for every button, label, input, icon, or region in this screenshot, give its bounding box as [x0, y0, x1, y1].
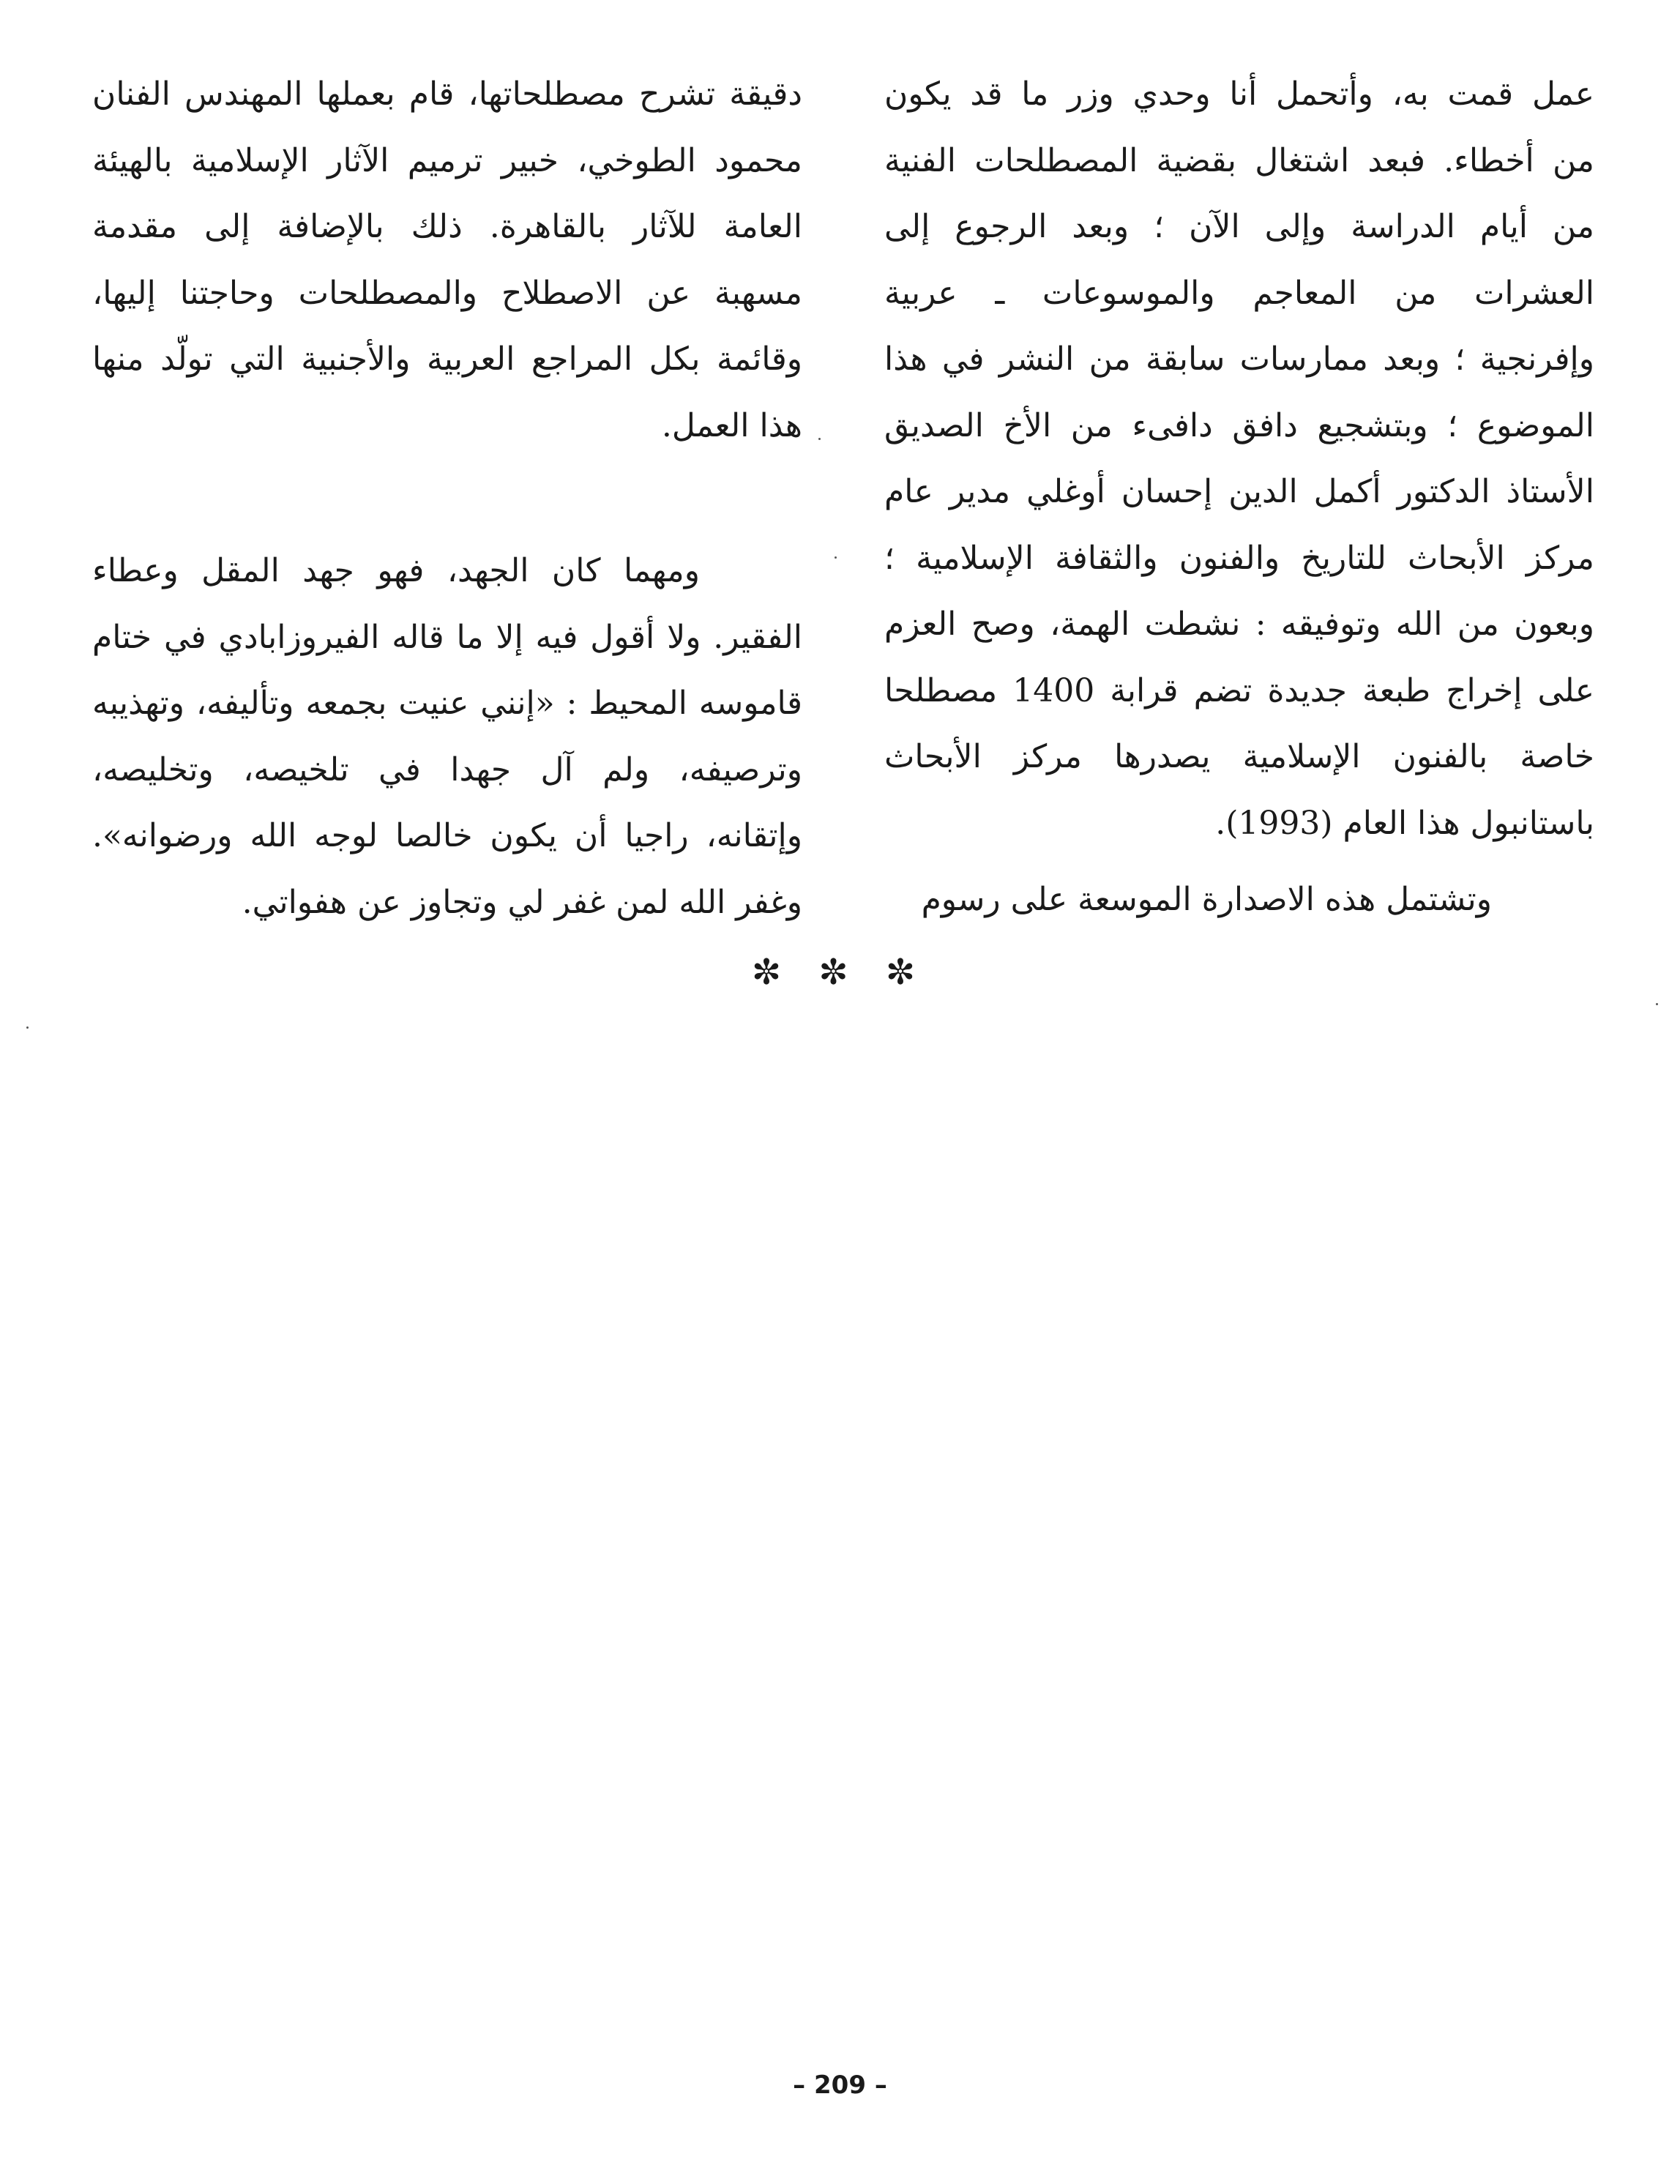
text-line: الموضوع ؛ وبتشجيع دافق دافىء من الأخ الصديق	[884, 406, 1594, 444]
page-number: – 209 –	[793, 2071, 887, 2100]
text-line: ومهما كان الجهد، فهو جهد المقل وعطاء	[92, 552, 700, 589]
scan-speck	[835, 556, 837, 559]
text-line: وترصيفه، ولم آل جهدا في تلخيصه، وتخليصه،	[92, 750, 802, 789]
text-line: باستانبول هذا العام (1993).	[1215, 804, 1594, 842]
left-text-column	[92, 62, 802, 936]
scan-speck	[26, 1026, 29, 1029]
paragraph	[92, 538, 802, 936]
text-line: دقيقة تشرح مصطلحاتها، قام بعملها المهندس الفنان	[92, 75, 802, 113]
text-line: مركز الأبحاث للتاريخ والفنون والثقافة الإسلامية ؛	[884, 539, 1594, 577]
text-line: وإفرنجية ؛ وبعد ممارسات سابقة من النشر في هذا	[884, 340, 1594, 378]
section-separator: ✼ ✼ ✼	[751, 952, 929, 993]
paragraph	[884, 867, 1594, 933]
paragraph-gap	[92, 459, 802, 538]
text-line: وقائمة بكل المراجع العربية والأجنبية التي تولّد منها	[92, 340, 802, 378]
paragraph	[884, 62, 1594, 857]
text-line: على إخراج طبعة جديدة تضم قرابة 1400 مصطلحا	[884, 671, 1594, 709]
text-line: العامة للآثار بالقاهرة. ذلك بالإضافة إلى مقدمة	[92, 208, 802, 245]
text-line: هذا العمل.	[661, 406, 802, 444]
text-line: خاصة بالفنون الإسلامية يصدرها مركز الأبحاث	[884, 738, 1594, 775]
text-line: الفقير. ولا أقول فيه إلا ما قاله الفيروزابادي في ختام	[92, 618, 802, 656]
text-line: وإتقانه، راجيا أن يكون خالصا لوجه الله ورضوانه».	[92, 817, 802, 854]
text-line: وتشتمل هذه الاصدارة الموسعة على رسوم	[921, 881, 1492, 918]
text-line: عمل قمت به، وأتحمل أنا وحدي وزر ما قد يكون	[884, 75, 1594, 113]
paragraph	[92, 62, 802, 459]
text-line: من أخطاء. فبعد اشتغال بقضية المصطلحات الفنية	[884, 141, 1594, 179]
text-line: من أيام الدراسة وإلى الآن ؛ وبعد الرجوع إلى	[884, 208, 1594, 245]
text-line: الأستاذ الدكتور أكمل الدين إحسان أوغلي مدير عام	[884, 473, 1594, 510]
right-text-column	[884, 62, 1594, 933]
text-line: العشرات من المعاجم والموسوعات ـ عربية	[884, 274, 1594, 312]
text-line: محمود الطوخي، خبير ترميم الآثار الإسلامية بالهيئة	[92, 141, 802, 179]
text-line: قاموسه المحيط : «إنني عنيت بجمعه وتأليفه، وتهذيبه	[92, 685, 802, 722]
text-line: مسهبة عن الاصطلاح والمصطلحات وحاجتنا إليها،	[92, 274, 802, 312]
text-line: وغفر الله لمن غفر لي وتجاوز عن هفواتي.	[242, 883, 802, 921]
scan-speck	[1656, 1003, 1658, 1005]
scan-speck	[818, 438, 821, 440]
text-line: وبعون من الله وتوفيقه : نشطت الهمة، وصح العزم	[884, 605, 1594, 643]
